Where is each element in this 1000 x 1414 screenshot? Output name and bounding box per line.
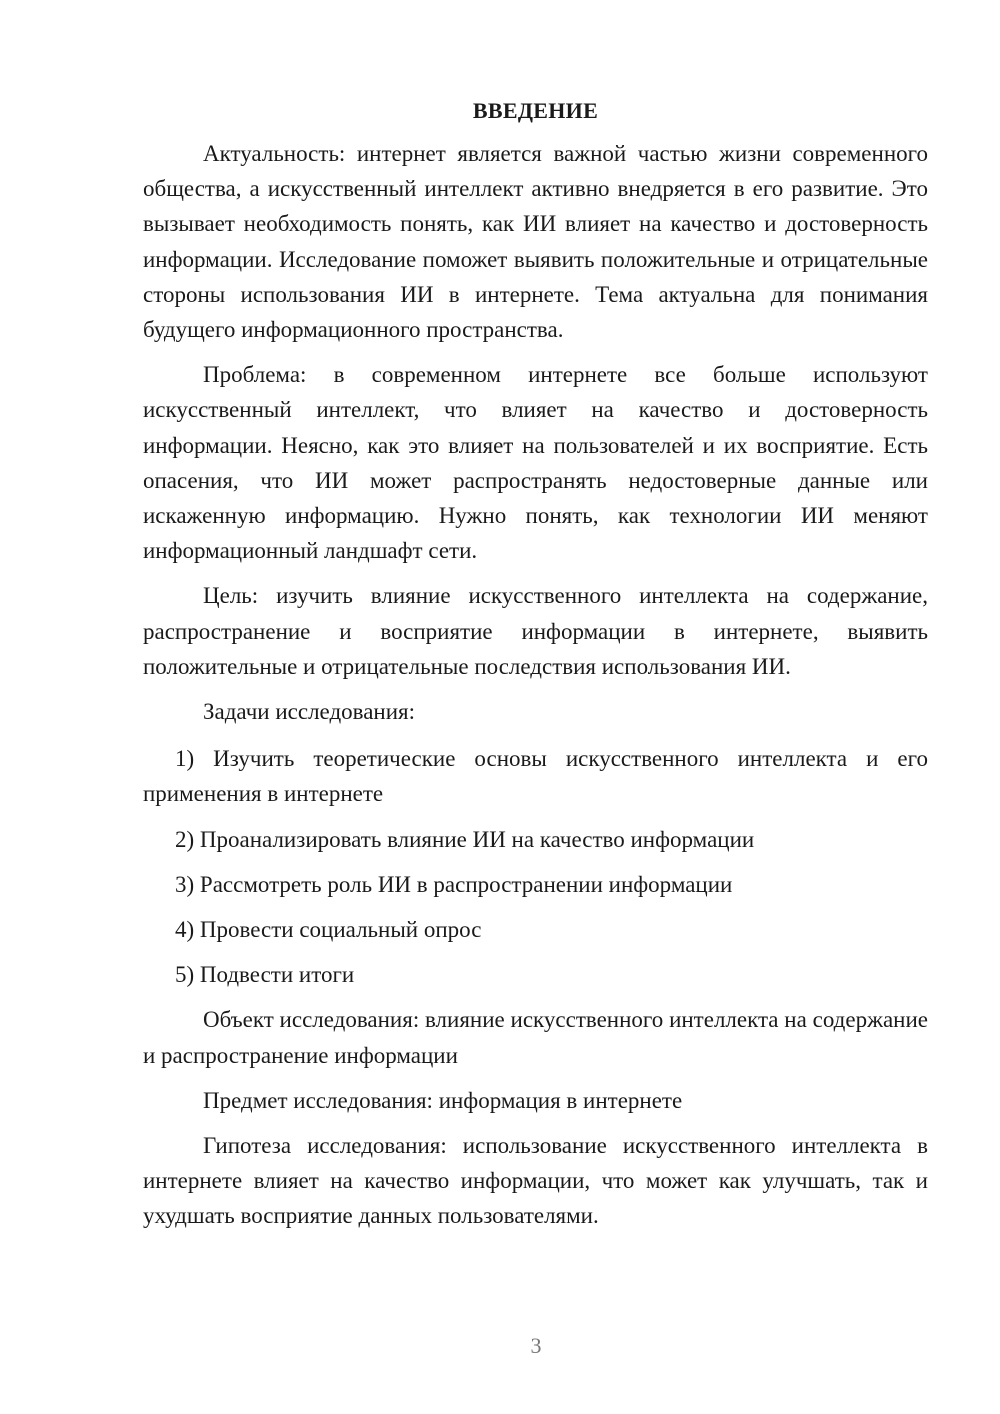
tasks-heading: Задачи исследования: <box>203 699 416 725</box>
task-item-1: 1) Изучить теоретические основы искусственного интеллекта и его применения в интернете <box>143 746 928 807</box>
relevance-paragraph: Актуальность: интернет является важной частью жизни современного общества, а искусственный интеллект активно внедряется в его развитие. Это вызывает необходимость понять, как ИИ влияет на качество и достоверность информации. Исследование поможет выявить положительные и отрицательные стороны использования ИИ в интернете. Тема актуальна для понимания будущего информационного пространства. <box>143 141 928 343</box>
goal-paragraph: Цель: изучить влияние искусственного интеллекта на содержание, распространение и восприятие информации в интернете, выявить положительные и отрицательные последствия использования ИИ. <box>143 583 928 679</box>
task-item-4: 4) Провести социальный опрос <box>175 917 482 943</box>
problem-paragraph: Проблема: в современном интернете все больше используют искусственный интеллект, что влияет на качество и достоверность информации. Неясно, как это влияет на пользователей и их восприятие. Есть опасения, что ИИ может распространять недостоверные данные или искаженную информацию. Нужно понять, как технологии ИИ меняют информационный ландшафт сети. <box>143 362 928 564</box>
subject-paragraph: Предмет исследования: информация в интернете <box>203 1087 683 1113</box>
task-item-3: 3) Рассмотреть роль ИИ в распространении информации <box>175 871 733 897</box>
task-item-5: 5) Подвести итоги <box>175 962 355 988</box>
object-paragraph: Объект исследования: влияние искусственного интеллекта на содержание и распространение информации <box>143 1007 928 1068</box>
page-number: 3 <box>530 1333 542 1358</box>
page-body <box>143 96 928 1244</box>
hypothesis-paragraph: Гипотеза исследования: использование искусственного интеллекта в интернете влияет на качество информации, что может как улучшать, так и ухудшать восприятие данных пользователями. <box>143 1133 928 1229</box>
page-title: ВВЕДЕНИЕ <box>472 98 599 123</box>
task-item-2: 2) Проанализировать влияние ИИ на качество информации <box>175 826 755 852</box>
